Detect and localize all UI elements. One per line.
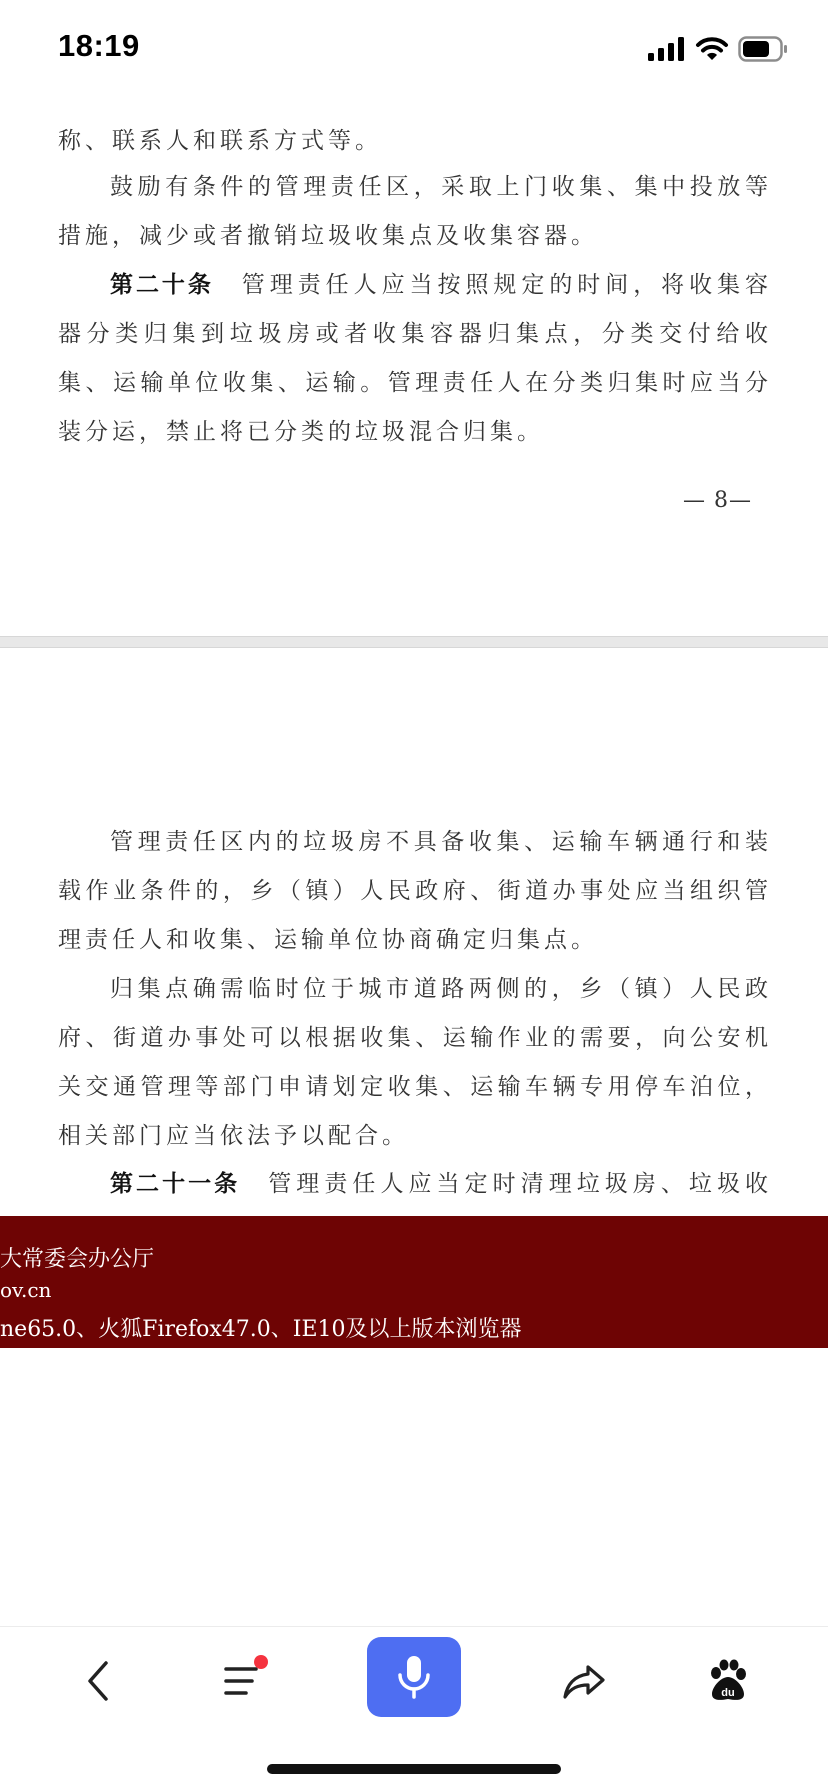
article-paragraph (58, 261, 772, 457)
status-bar (0, 0, 828, 96)
cellular-signal-icon (648, 37, 686, 61)
paragraph-text: 称、联系人和联系方式等。 (58, 128, 382, 154)
notification-badge (254, 1655, 268, 1669)
site-footer (0, 1216, 828, 1348)
bottom-toolbar (0, 1626, 828, 1735)
page-number: — 8— (683, 488, 752, 513)
article-heading: 第二十一条 (110, 1171, 241, 1197)
footer-browser-note: ne65.0、火狐Firefox47.0、IE10及以上版本浏览器 (0, 1317, 522, 1342)
home-indicator (267, 1764, 561, 1774)
svg-text:du: du (721, 1687, 735, 1699)
wifi-icon (696, 37, 728, 61)
microphone-icon (394, 1653, 434, 1701)
battery-icon (738, 36, 788, 62)
status-time: 18:19 (58, 28, 140, 63)
article-heading: 第二十条 (110, 272, 214, 298)
paragraph-text: 管理责任区内的垃圾房不具备收集、运输车辆通行和装载作业条件的，乡（镇）人民政府、街道办事处应当组织管理责任人和收集、运输单位协商确定归集点。 (58, 829, 772, 953)
share-button[interactable] (544, 1641, 624, 1721)
baidu-paw-icon (706, 1659, 750, 1703)
paragraph-text: 管理责任人应当定时清理垃圾房、垃圾收 (268, 1171, 773, 1197)
footer-organization: 大常委会办公厅 (0, 1247, 155, 1272)
share-icon (561, 1661, 607, 1701)
baidu-button[interactable] (688, 1641, 768, 1721)
footer-domain: ov.cn (0, 1278, 52, 1302)
status-icons (648, 36, 788, 62)
paragraph-text: 鼓励有条件的管理责任区，采取上门收集、集中投放等措施，减少或者撤销垃圾收集点及收集容器。 (58, 174, 772, 249)
voice-search-button[interactable] (367, 1637, 461, 1717)
paragraph-text: 管理责任人应当按照规定的时间，将收集容器分类归集到垃圾房或者收集容器归集点，分类交付给收集、运输单位收集、运输。管理责任人在分类归集时应当分装分运，禁止将已分类的垃圾混合归集。 (58, 272, 773, 445)
article-paragraph (58, 1160, 772, 1209)
back-button[interactable] (58, 1641, 138, 1721)
back-icon (82, 1659, 114, 1703)
menu-button[interactable] (204, 1641, 284, 1721)
page-divider (0, 636, 828, 648)
paragraph-text: 归集点确需临时位于城市道路两侧的，乡（镇）人民政府、街道办事处可以根据收集、运输作业的需要，向公安机关交通管理等部门申请划定收集、运输车辆专用停车泊位，相关部门应当依法予以配合。 (58, 976, 772, 1149)
